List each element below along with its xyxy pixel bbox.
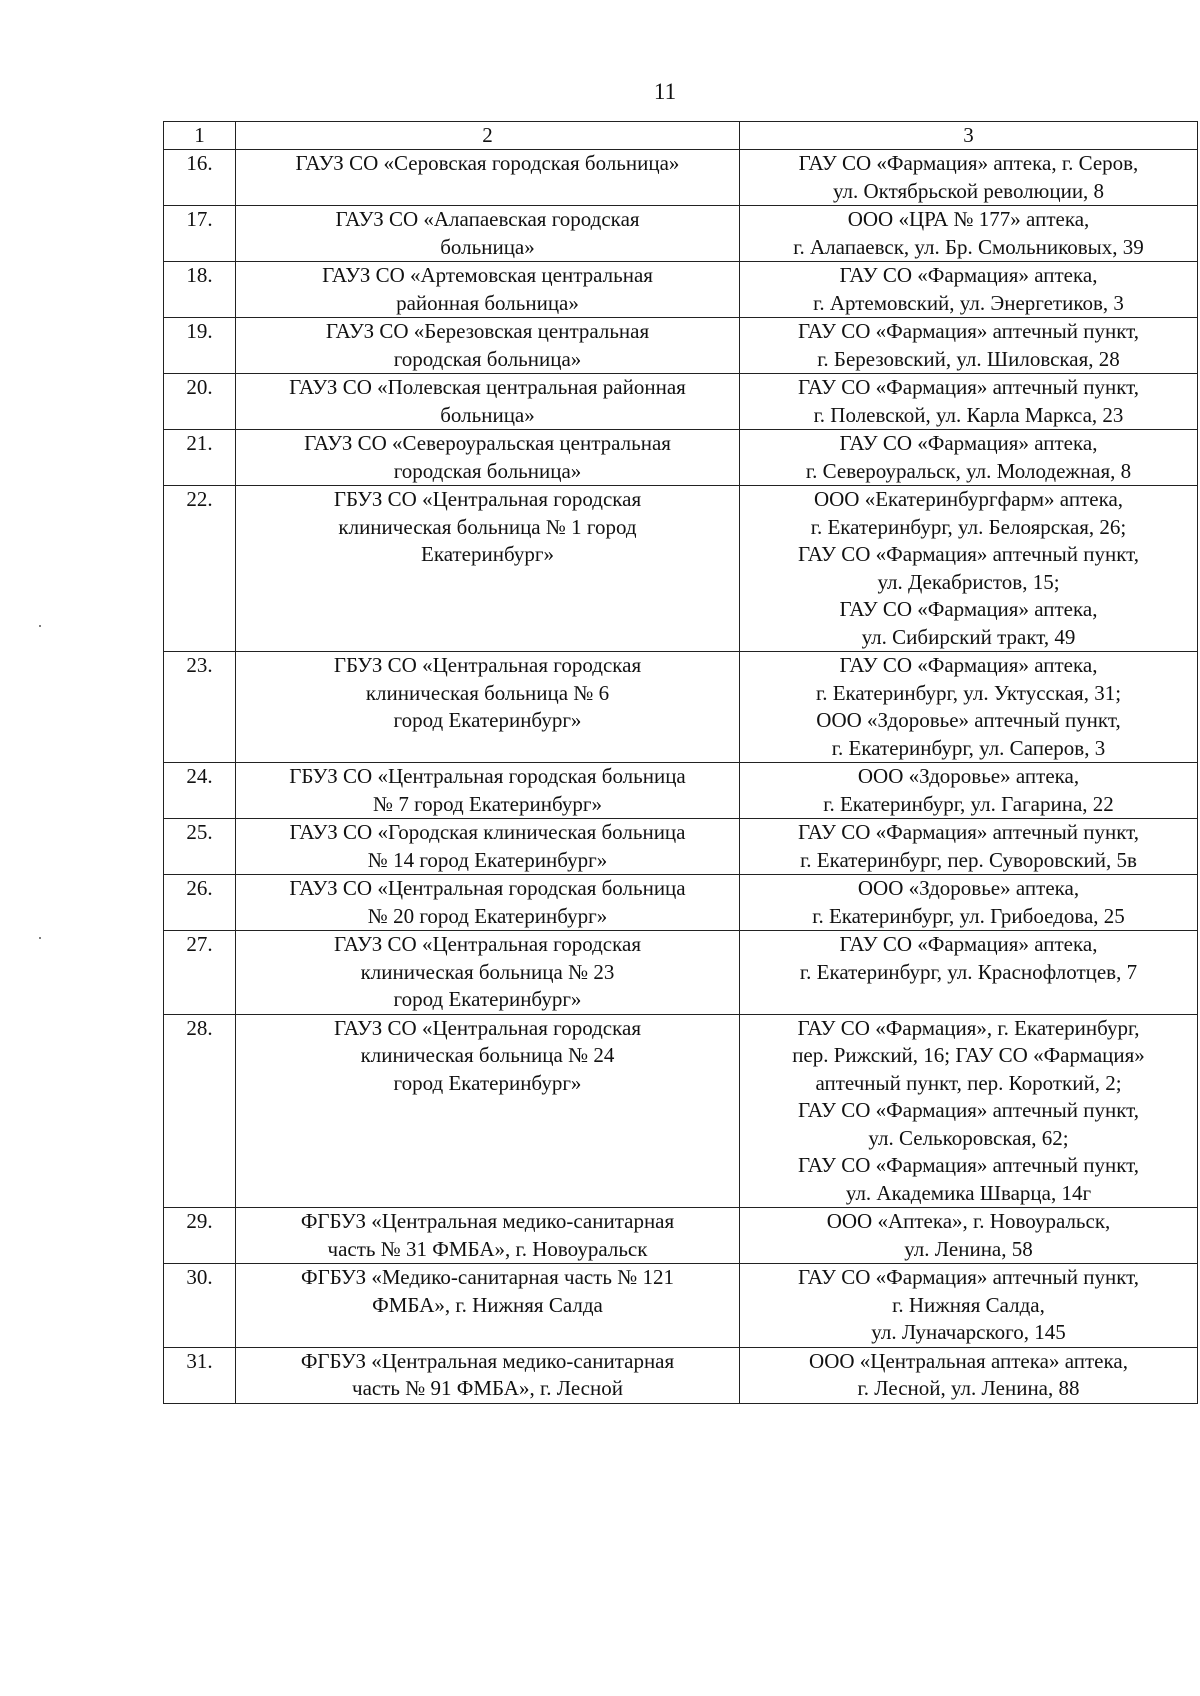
pharmacy-line: ГАУ СО «Фармация» аптечный пункт,: [797, 375, 1140, 399]
institution-cell: [236, 486, 740, 652]
pharmacy-line: г. Артемовский, ул. Энергетиков, 3: [813, 290, 1124, 315]
pharmacy-line: ООО «Здоровье» аптечный пункт,: [816, 708, 1121, 732]
institution-line: часть № 91 ФМБА», г. Лесной: [352, 1376, 623, 1400]
row-number-cell: [164, 1264, 236, 1348]
institution-line: № 7 город Екатеринбург»: [373, 791, 602, 816]
row-number: 19.: [186, 319, 213, 343]
institution-line: часть № 31 ФМБА», г. Новоуральск: [327, 1236, 648, 1261]
row-number-cell: [164, 931, 236, 1015]
row-number-cell: [164, 1347, 236, 1403]
table-row: [164, 206, 1198, 262]
pharmacy-cell: [740, 1264, 1198, 1348]
row-number: 29.: [186, 1209, 213, 1233]
header-cell-institution: 2: [236, 122, 740, 150]
pharmacy-assignment-table: [163, 121, 1198, 1404]
institution-line: ГАУЗ СО «Североуральская центральная: [304, 431, 671, 455]
institution-line: № 20 город Екатеринбург»: [367, 903, 608, 928]
pharmacy-cell: [740, 206, 1198, 262]
pharmacy-line: г. Екатеринбург, ул. Белоярская, 26;: [810, 514, 1127, 539]
table-row: [164, 931, 1198, 1015]
institution-line: ГАУЗ СО «Центральная городская: [333, 1015, 641, 1040]
row-number: 31.: [186, 1348, 213, 1373]
institution-line: ГБУЗ СО «Центральная городская: [333, 653, 642, 677]
table-row: [164, 763, 1198, 819]
institution-line: ФМБА», г. Нижняя Салда: [372, 1292, 603, 1317]
pharmacy-line: ООО «Центральная аптека» аптека,: [809, 1348, 1128, 1373]
institution-line: клиническая больница № 1 город: [338, 514, 637, 539]
institution-line: ФГБУЗ «Центральная медико-санитарная: [300, 1209, 675, 1233]
pharmacy-line: г. Екатеринбург, ул. Грибоедова, 25: [812, 903, 1125, 928]
institution-cell: [236, 652, 740, 763]
institution-line: городская больница»: [393, 458, 582, 483]
pharmacy-line: ГАУ СО «Фармация» аптека,: [839, 597, 1098, 621]
pharmacy-line: г. Лесной, ул. Ленина, 88: [857, 1376, 1080, 1400]
pharmacy-cell: [740, 1014, 1198, 1208]
pharmacy-line: ГАУ СО «Фармация» аптечный пункт,: [797, 1098, 1140, 1122]
row-number-cell: [164, 1014, 236, 1208]
pharmacy-line: ГАУ СО «Фармация» аптека,: [839, 932, 1098, 956]
institution-line: город Екатеринбург»: [393, 1070, 582, 1095]
row-number-cell: [164, 374, 236, 430]
row-number: 25.: [186, 820, 213, 844]
pharmacy-line: г. Нижняя Салда,: [892, 1292, 1045, 1317]
pharmacy-line: ГАУ СО «Фармация» аптечный пункт,: [797, 820, 1140, 844]
pharmacy-line: г. Березовский, ул. Шиловская, 28: [817, 346, 1120, 371]
table-row: [164, 430, 1198, 486]
institution-line: город Екатеринбург»: [393, 987, 582, 1011]
row-number-cell: [164, 262, 236, 318]
institution-line: больница»: [440, 402, 535, 427]
pharmacy-cell: [740, 763, 1198, 819]
institution-line: ГАУЗ СО «Березовская центральная: [325, 319, 650, 343]
scan-speck: [39, 937, 41, 939]
pharmacy-line: ул. Сибирский тракт, 49: [861, 624, 1076, 649]
row-number: 24.: [186, 764, 213, 788]
row-number: 17.: [186, 207, 213, 231]
institution-line: больница»: [440, 234, 535, 259]
row-number-cell: [164, 819, 236, 875]
pharmacy-line: ГАУ СО «Фармация» аптека,: [839, 653, 1098, 677]
pharmacy-cell: [740, 1208, 1198, 1264]
institution-line: клиническая больница № 23: [360, 959, 615, 984]
pharmacy-line: г. Екатеринбург, ул. Гагарина, 22: [823, 791, 1114, 816]
institution-cell: [236, 318, 740, 374]
table-row: [164, 1347, 1198, 1403]
pharmacy-line: г. Екатеринбург, ул. Краснофлотцев, 7: [799, 959, 1138, 984]
pharmacy-cell: [740, 150, 1198, 206]
header-cell-pharmacy: 3: [740, 122, 1198, 150]
institution-cell: [236, 1014, 740, 1208]
institution-cell: [236, 875, 740, 931]
row-number-cell: [164, 206, 236, 262]
table-row: [164, 150, 1198, 206]
scan-speck: [39, 625, 41, 627]
pharmacy-line: пер. Рижский, 16; ГАУ СО «Фармация»: [792, 1043, 1145, 1067]
pharmacy-cell: [740, 931, 1198, 1015]
institution-line: ГАУЗ СО «Центральная городская: [333, 932, 641, 956]
pharmacy-line: ул. Ленина, 58: [904, 1236, 1033, 1261]
table-row: [164, 1208, 1198, 1264]
row-number-cell: [164, 763, 236, 819]
pharmacy-line: ГАУ СО «Фармация» аптека, г. Серов,: [798, 151, 1139, 175]
institution-line: ГАУЗ СО «Серовская городская больница»: [295, 151, 680, 175]
institution-cell: [236, 1264, 740, 1348]
institution-line: ГБУЗ СО «Центральная городская: [333, 487, 642, 511]
institution-line: клиническая больница № 24: [360, 1043, 615, 1067]
institution-line: ФГБУЗ «Центральная медико-санитарная: [300, 1348, 675, 1373]
header-cell-number: 1: [164, 122, 236, 150]
pharmacy-line: ул. Академика Шварца, 14г: [845, 1180, 1092, 1205]
pharmacy-cell: [740, 875, 1198, 931]
institution-line: ГАУЗ СО «Алапаевская городская: [335, 207, 640, 231]
table-body: [164, 122, 1198, 1404]
institution-line: Екатеринбург»: [421, 542, 554, 566]
institution-cell: [236, 374, 740, 430]
pharmacy-cell: [740, 262, 1198, 318]
pharmacy-cell: [740, 819, 1198, 875]
institution-line: ГАУЗ СО «Полевская центральная районная: [289, 375, 686, 399]
institution-cell: [236, 1208, 740, 1264]
pharmacy-line: ул. Луначарского, 145: [871, 1320, 1066, 1344]
pharmacy-line: ГАУ СО «Фармация» аптечный пункт,: [797, 319, 1140, 343]
institution-line: город Екатеринбург»: [393, 708, 582, 732]
table-header-row: [164, 122, 1198, 150]
row-number: 30.: [186, 1265, 213, 1289]
row-number: 16.: [186, 151, 213, 175]
table-row: [164, 486, 1198, 652]
institution-line: ГАУЗ СО «Артемовская центральная: [322, 263, 653, 287]
institution-cell: [236, 206, 740, 262]
row-number-cell: [164, 318, 236, 374]
row-number: 26.: [186, 876, 213, 900]
pharmacy-line: г. Екатеринбург, ул. Саперов, 3: [831, 735, 1106, 760]
pharmacy-line: ООО «Здоровье» аптека,: [857, 764, 1080, 788]
pharmacy-cell: [740, 318, 1198, 374]
table-row: [164, 819, 1198, 875]
institution-cell: [236, 931, 740, 1015]
institution-cell: [236, 430, 740, 486]
pharmacy-cell: [740, 1347, 1198, 1403]
page-number: 11: [653, 79, 677, 104]
institution-cell: [236, 262, 740, 318]
pharmacy-line: ул. Селькоровская, 62;: [868, 1125, 1069, 1150]
table-row: [164, 1014, 1198, 1208]
pharmacy-line: ГАУ СО «Фармация» аптека,: [839, 431, 1098, 455]
table-row: [164, 652, 1198, 763]
row-number: 23.: [186, 653, 213, 677]
institution-line: ГАУЗ СО «Центральная городская больница: [289, 876, 686, 900]
pharmacy-line: г. Екатеринбург, ул. Уктусская, 31;: [815, 680, 1122, 705]
institution-line: ГБУЗ СО «Центральная городская больница: [289, 764, 686, 788]
pharmacy-line: г. Североуральск, ул. Молодежная, 8: [805, 458, 1132, 483]
institution-cell: [236, 819, 740, 875]
pharmacy-line: ООО «Здоровье» аптека,: [857, 876, 1080, 900]
row-number: 27.: [186, 932, 213, 956]
institution-cell: [236, 763, 740, 819]
pharmacy-cell: [740, 486, 1198, 652]
pharmacy-line: ГАУ СО «Фармация», г. Екатеринбург,: [797, 1015, 1140, 1040]
institution-cell: [236, 150, 740, 206]
pharmacy-line: ООО «Екатеринбургфарм» аптека,: [813, 487, 1124, 511]
row-number: 20.: [186, 375, 213, 399]
pharmacy-line: г. Алапаевск, ул. Бр. Смольниковых, 39: [793, 234, 1144, 259]
pharmacy-line: ГАУ СО «Фармация» аптека,: [839, 263, 1098, 287]
pharmacy-line: г. Екатеринбург, пер. Суворовский, 5в: [800, 847, 1137, 872]
pharmacy-line: ГАУ СО «Фармация» аптечный пункт,: [797, 542, 1140, 566]
institution-line: ФГБУЗ «Медико-санитарная часть № 121: [301, 1265, 674, 1289]
pharmacy-line: ООО «Аптека», г. Новоуральск,: [826, 1209, 1111, 1233]
row-number-cell: [164, 150, 236, 206]
pharmacy-line: ГАУ СО «Фармация» аптечный пункт,: [797, 1265, 1140, 1289]
row-number: 21.: [186, 431, 213, 455]
pharmacy-cell: [740, 374, 1198, 430]
row-number-cell: [164, 1208, 236, 1264]
institution-cell: [236, 1347, 740, 1403]
pharmacy-line: ГАУ СО «Фармация» аптечный пункт,: [797, 1153, 1140, 1177]
row-number-cell: [164, 875, 236, 931]
institution-line: городская больница»: [393, 346, 582, 371]
table-row: [164, 262, 1198, 318]
table-row: [164, 374, 1198, 430]
table-row: [164, 875, 1198, 931]
row-number: 22.: [186, 487, 213, 511]
row-number-cell: [164, 486, 236, 652]
pharmacy-line: аптечный пункт, пер. Короткий, 2;: [815, 1070, 1122, 1095]
pharmacy-line: ул. Октябрьской революции, 8: [832, 178, 1105, 203]
row-number-cell: [164, 652, 236, 763]
table-row: [164, 1264, 1198, 1348]
row-number-cell: [164, 430, 236, 486]
institution-line: № 14 город Екатеринбург»: [367, 847, 608, 872]
pharmacy-cell: [740, 430, 1198, 486]
row-number: 18.: [186, 263, 213, 287]
row-number: 28.: [186, 1015, 213, 1040]
institution-line: районная больница»: [396, 290, 579, 315]
pharmacy-line: ООО «ЦРА № 177» аптека,: [847, 207, 1090, 231]
pharmacy-line: г. Полевской, ул. Карла Маркса, 23: [813, 402, 1124, 427]
institution-line: клиническая больница № 6: [365, 680, 610, 705]
pharmacy-cell: [740, 652, 1198, 763]
institution-line: ГАУЗ СО «Городская клиническая больница: [289, 820, 686, 844]
table-row: [164, 318, 1198, 374]
pharmacy-line: ул. Декабристов, 15;: [877, 569, 1060, 594]
